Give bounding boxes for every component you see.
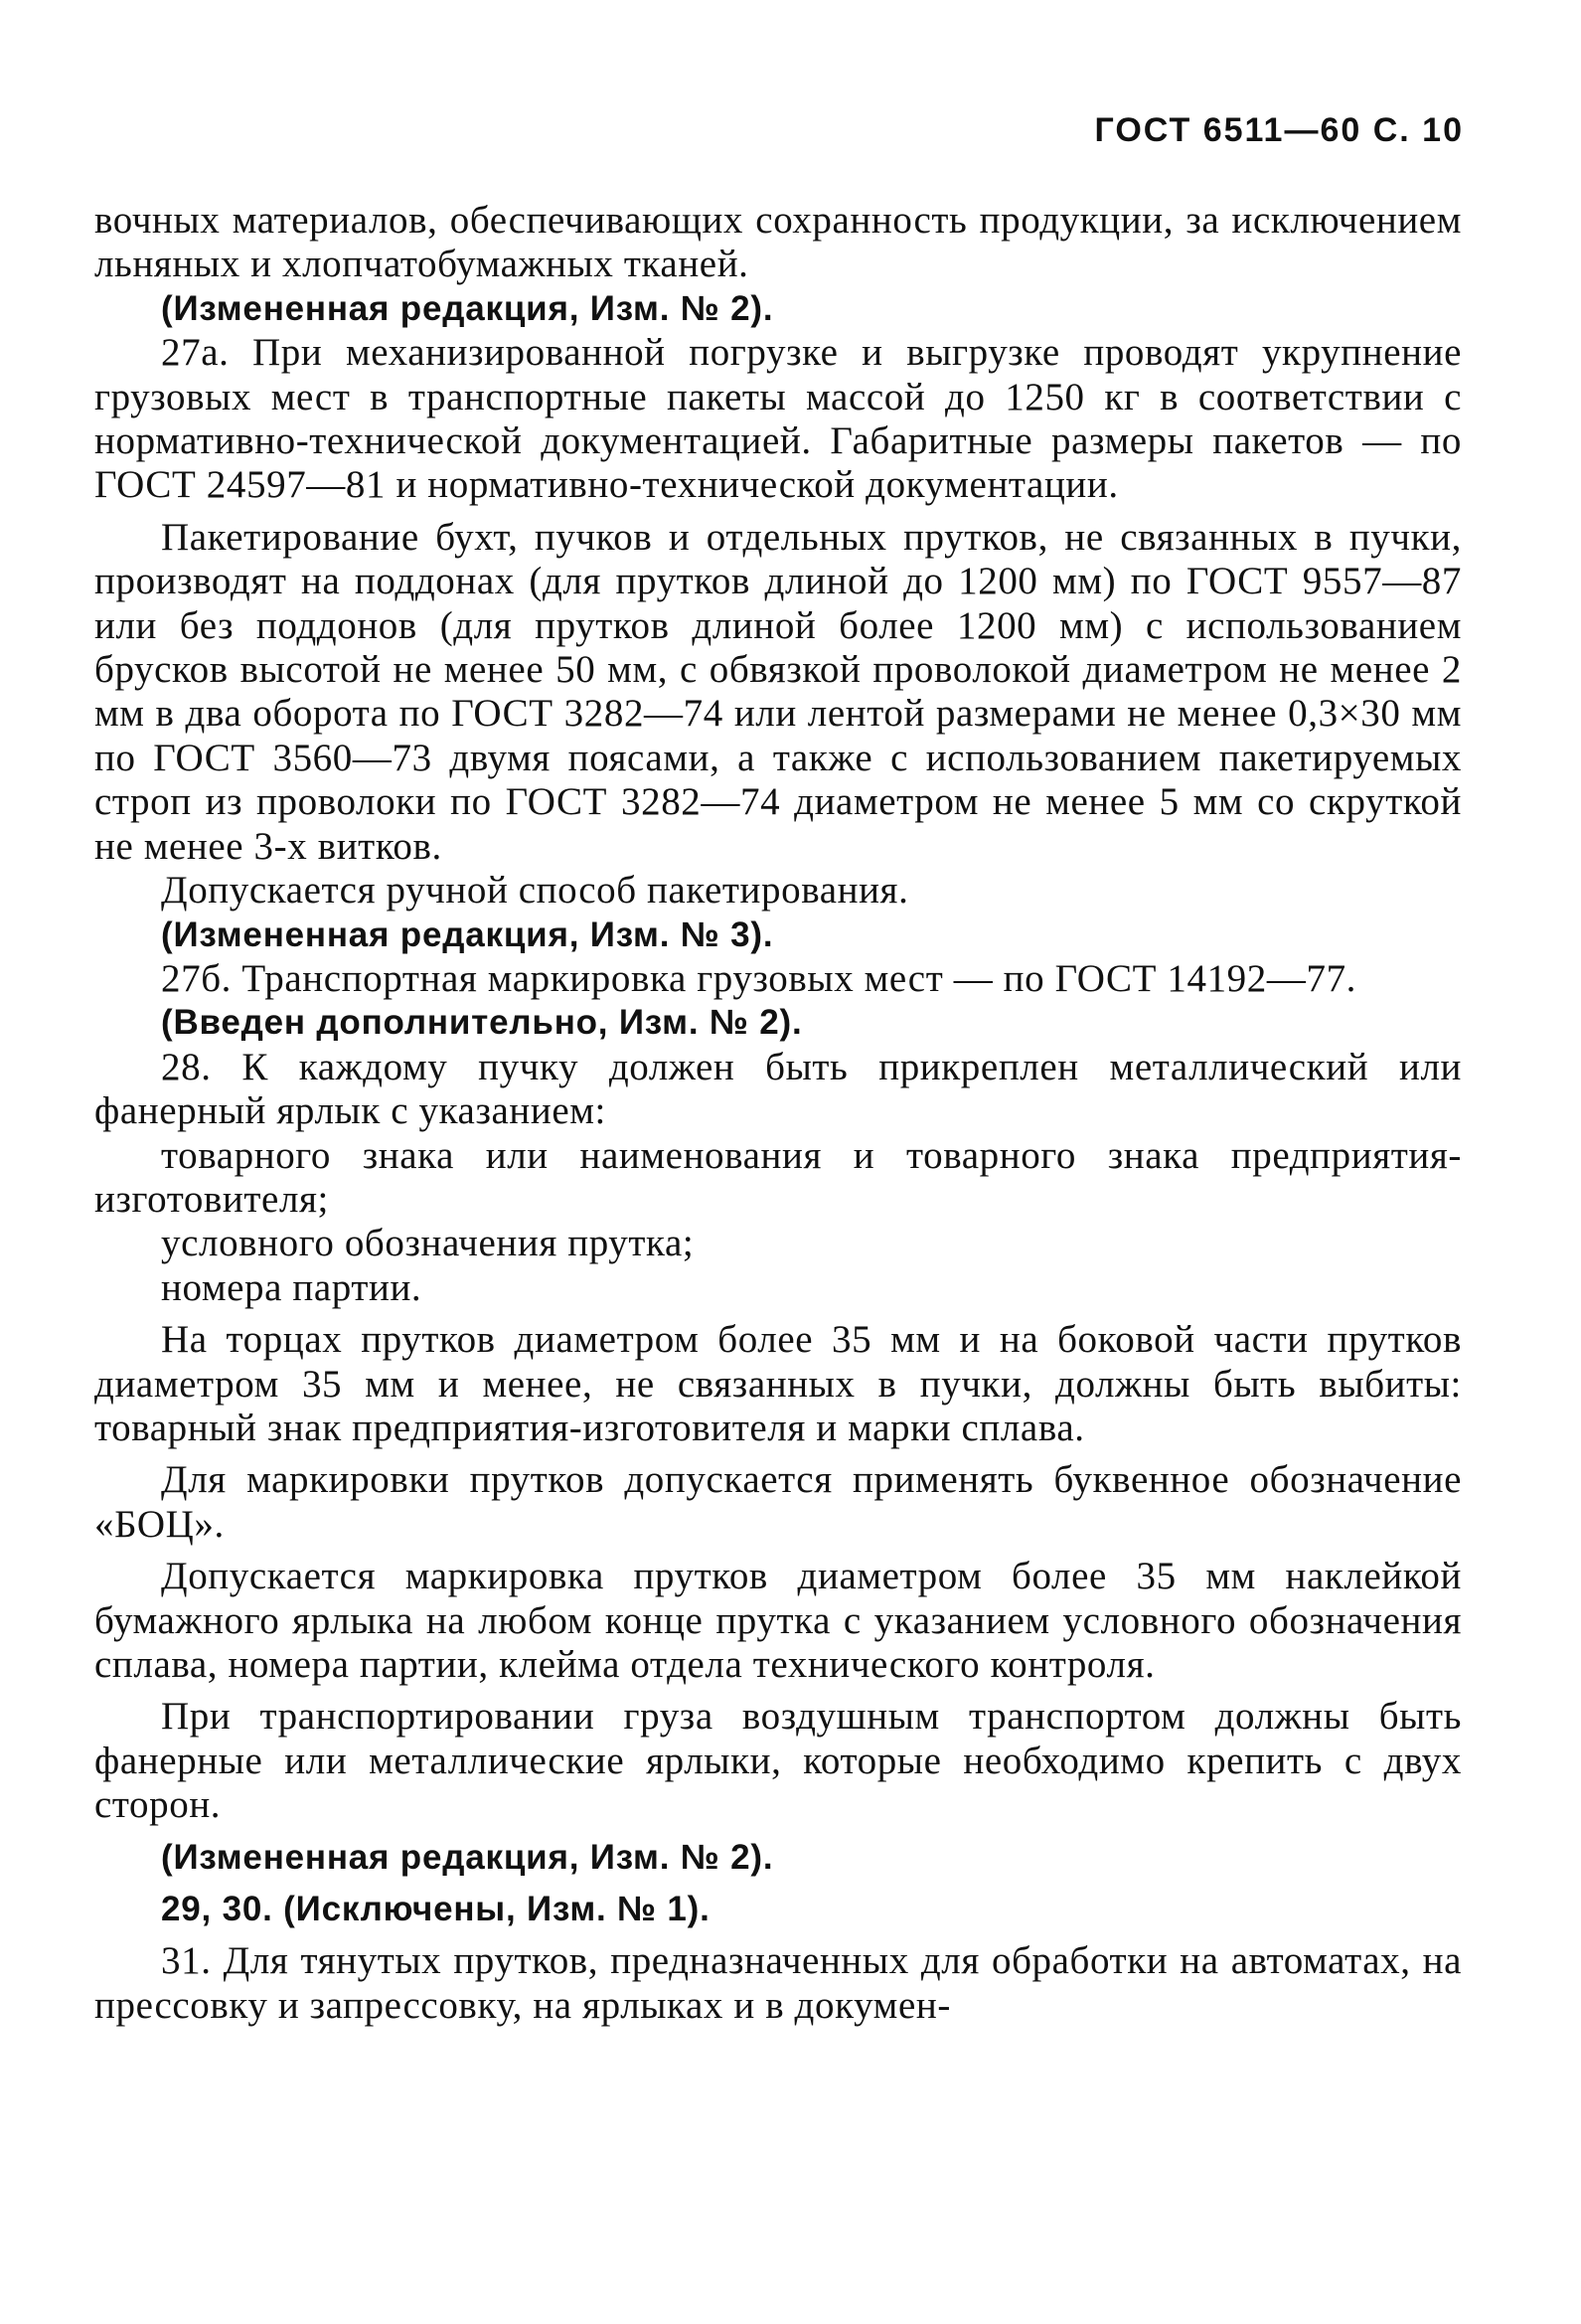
paragraph: На торцах прутков диаметром более 35 мм и на боковой части прутков диаметром 35 мм и менее, не связанных в пучки, должны быть выбиты: товарный знак предприятия-изготовителя и марки сплава. bbox=[94, 1318, 1462, 1449]
paragraph: Пакетирование бухт, пучков и отдельных прутков, не связанных в пучки, производят на поддонах (для прутков длиной до 1200 мм) по ГОСТ 9557—87 или без поддонов (для прутков длиной более 1200 мм) с использованием брусков высотой не менее 50 мм, с обвязкой проволокой диаметром не менее 2 мм в два оборота по ГОСТ 3282—74 или лентой размерами не менее 0,3×30 мм по ГОСТ 3560—73 двумя поясами, а также с использованием пакетируемых строп из проволоки по ГОСТ 3282—74 диаметром не менее 5 мм со скруткой не менее 3-х витков. bbox=[94, 515, 1462, 868]
amendment-note: (Измененная редакция, Изм. № 2). bbox=[161, 1837, 774, 1877]
amendment-note: (Введен дополнительно, Изм. № 2). bbox=[161, 1003, 803, 1043]
paragraph: При транспортировании груза воздушным транспортом должны быть фанерные или металлические ярлыки, которые необходимо крепить с двух сторон. bbox=[94, 1695, 1462, 1827]
document-body bbox=[94, 199, 1462, 2028]
paragraph: вочных материалов, обеспечивающих сохранность продукции, за исключением льняных и хлопчатобумажных тканей. bbox=[94, 199, 1462, 286]
list-item: условного обозначения прутка; bbox=[161, 1222, 695, 1265]
amendment-note: (Измененная редакция, Изм. № 3). bbox=[161, 914, 774, 954]
paragraph: Для маркировки прутков допускается применять буквенное обозначение «БОЦ». bbox=[94, 1458, 1462, 1546]
paragraph: 31. Для тянутых прутков, предназначенных для обработки на автоматах, на прессовку и запрессовку, на ярлыках и в докумен- bbox=[94, 1939, 1462, 2027]
paragraph: Допускается ручной способ пакетирования. bbox=[161, 869, 909, 913]
list-item: товарного знака или наименования и товарного знака предприятия-изготовителя; bbox=[94, 1133, 1462, 1221]
paragraph: 27б. Транспортная маркировка грузовых мест — по ГОСТ 14192—77. bbox=[161, 956, 1357, 1000]
list-item: номера партии. bbox=[161, 1265, 422, 1309]
paragraph: 28. К каждому пучку должен быть прикреплен металлический или фанерный ярлык с указанием: bbox=[94, 1045, 1462, 1133]
paragraph: 27а. При механизированной погрузке и выгрузке проводят укрупнение грузовых мест в транспортные пакеты массой до 1250 кг в соответствии с нормативно-технической документацией. Габаритные размеры пакетов — по ГОСТ 24597—81 и нормативно-технической документации. bbox=[94, 331, 1462, 507]
page-header: ГОСТ 6511—60 С. 10 bbox=[1094, 111, 1464, 149]
paragraph: Допускается маркировка прутков диаметром более 35 мм наклейкой бумажного ярлыка на любом конце прутка с указанием условного обозначения сплава, номера партии, клейма отдела технического контроля. bbox=[94, 1555, 1462, 1686]
amendment-note: (Измененная редакция, Изм. № 2). bbox=[161, 288, 774, 328]
amendment-note: 29, 30. (Исключены, Изм. № 1). bbox=[161, 1890, 711, 1929]
